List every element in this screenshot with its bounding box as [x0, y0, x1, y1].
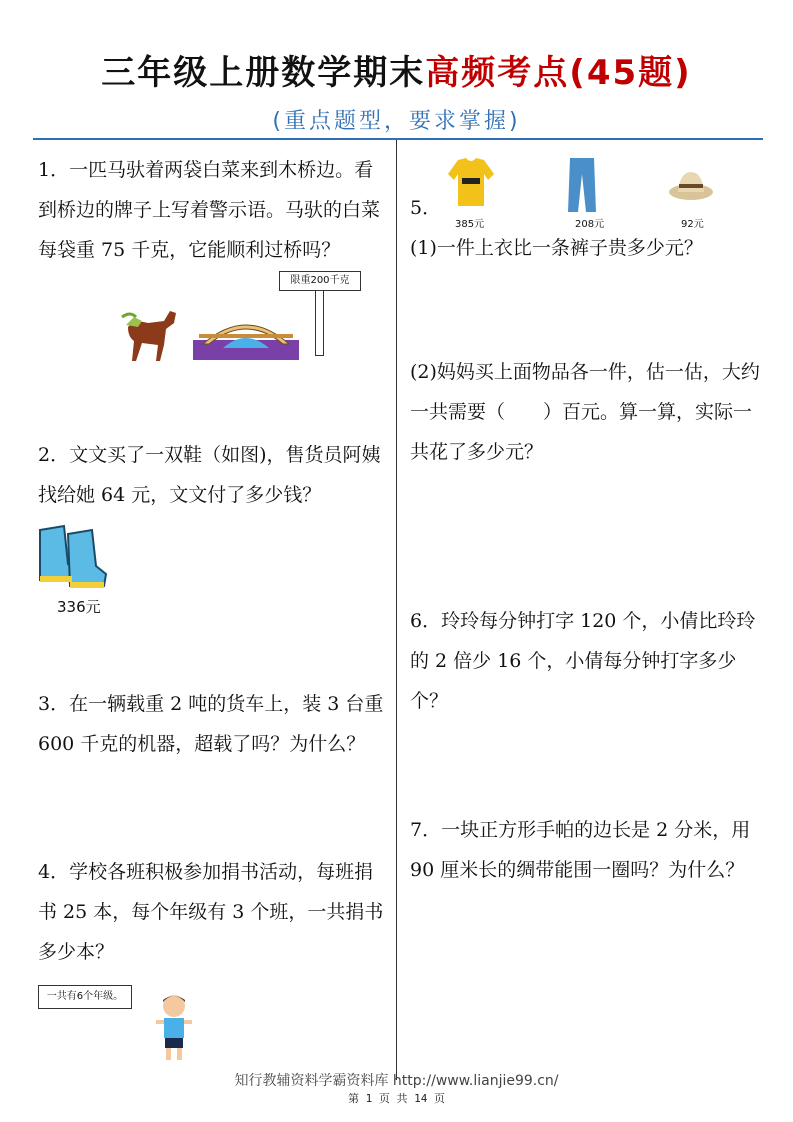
hat-price: 92元 — [681, 219, 704, 230]
question-1: 1．一匹马驮着两袋白菜来到木桥边。看到桥边的牌子上写着警示语。马驮的白菜每袋重 75 千克，它能顺利过桥吗？ — [38, 159, 381, 261]
question-4: 4．学校各班积极参加捐书活动，每班捐书 25 本，每个年级有 3 个班，一共捐书多少本？ — [38, 861, 384, 963]
question-5-part-2: (2)妈妈买上面物品各一件，估一估，大约一共需要（ ）百元。算一算，实际一共花了多少元？ — [410, 361, 760, 463]
question-7: 7．一块正方形手帕的边长是 2 分米，用 90 厘米长的绸带能围一圈吗？为什么？ — [410, 819, 751, 881]
title-black: 三年级上册数学期末 — [101, 53, 426, 93]
footer-source: 知行教辅资料学霸资料库 http://www.lianjie99.cn/ — [234, 1073, 559, 1089]
page-number: 第 1 页 共 14 页 — [348, 1092, 445, 1105]
bridge-icon — [193, 308, 299, 360]
column-divider — [396, 140, 397, 1080]
sign-pole — [315, 290, 324, 356]
hat-icon — [668, 168, 714, 202]
jeans-price: 208元 — [575, 219, 605, 230]
sweater-icon — [448, 156, 494, 208]
title-red: 高频考点(45题) — [425, 53, 692, 93]
boy-icon — [152, 992, 196, 1064]
question-6: 6．玲玲每分钟打字 120 个，小倩比玲玲的 2 倍少 16 个，小倩每分钟打字多少个？ — [410, 610, 756, 712]
question-5-part-1: (1)一件上衣比一条裤子贵多少元？ — [410, 237, 703, 259]
horse-icon — [120, 305, 182, 363]
question-2: 2．文文买了一双鞋（如图)，售货员阿姨找给她 64 元，文文付了多少钱？ — [38, 444, 381, 506]
boots-icon — [34, 520, 110, 590]
boots-price: 336元 — [57, 598, 101, 616]
speech-bubble: 一共有6个年级。 — [38, 985, 132, 1009]
weight-limit-sign: 限重200千克 — [279, 271, 361, 291]
sweater-price: 385元 — [455, 219, 485, 230]
page-subtitle: (重点题型，要求掌握) — [272, 109, 521, 134]
page-title — [0, 45, 793, 94]
header-divider — [33, 138, 763, 140]
jeans-icon — [566, 156, 598, 214]
question-3: 3．在一辆载重 2 吨的货车上，装 3 台重 600 千克的机器，超载了吗？为什么？ — [38, 693, 384, 755]
question-5-number: 5． — [410, 197, 442, 219]
